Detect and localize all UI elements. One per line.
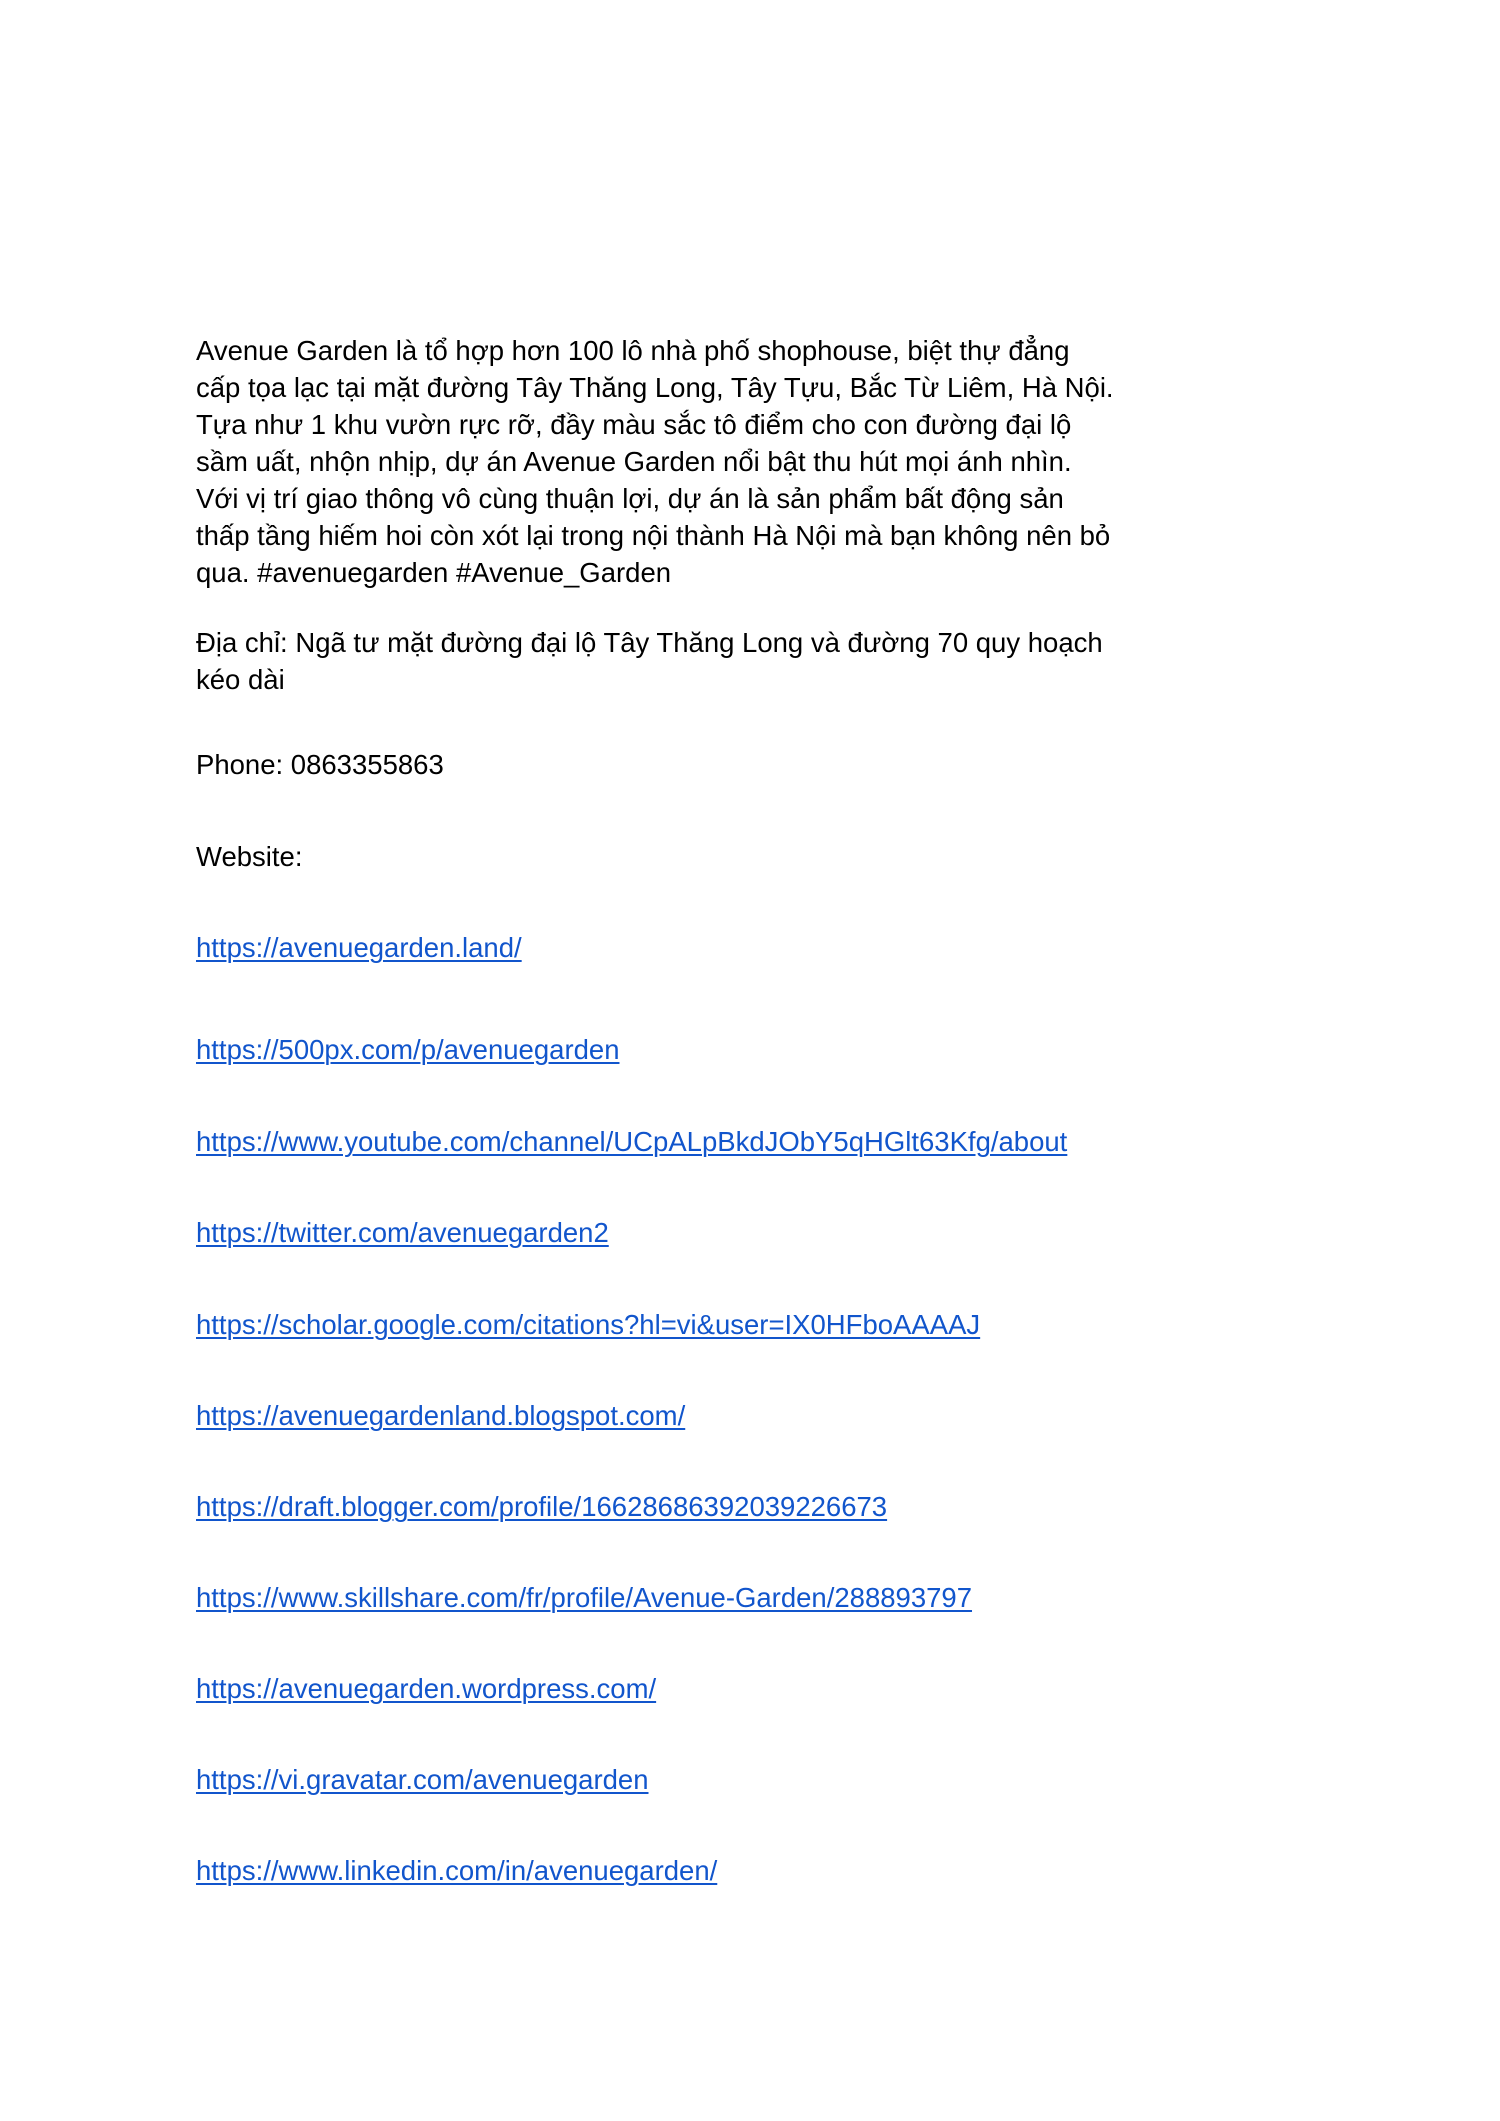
link-twitter[interactable]: https://twitter.com/avenuegarden2 (196, 1217, 609, 1248)
link-youtube[interactable]: https://www.youtube.com/channel/UCpALpBkdJObY5qHGlt63Kfg/about (196, 1126, 1068, 1157)
website-label: Website: (196, 841, 303, 872)
link-blogspot[interactable]: https://avenuegardenland.blogspot.com/ (196, 1400, 686, 1431)
address-paragraph: Địa chỉ: Ngã tư mặt đường đại lộ Tây Thăng Long và đường 70 quy hoạch kéo dài (196, 627, 1103, 695)
link-blogger-profile[interactable]: https://draft.blogger.com/profile/16628686392039226673 (196, 1491, 888, 1522)
link-google-scholar[interactable]: https://scholar.google.com/citations?hl=vi&user=IX0HFboAAAAJ (196, 1309, 981, 1340)
link-linkedin[interactable]: https://www.linkedin.com/in/avenuegarden/ (196, 1855, 718, 1886)
link-gravatar[interactable]: https://vi.gravatar.com/avenuegarden (196, 1764, 649, 1795)
link-avenuegarden-land[interactable]: https://avenuegarden.land/ (196, 932, 522, 963)
link-500px[interactable]: https://500px.com/p/avenuegarden (196, 1034, 620, 1065)
phone-line: Phone: 0863355863 (196, 749, 444, 780)
intro-paragraph: Avenue Garden là tổ hợp hơn 100 lô nhà phố shophouse, biệt thự đẳng cấp tọa lạc tại mặt đường Tây Thăng Long, Tây Tựu, Bắc Từ Liêm, Hà Nội. Tựa như 1 khu vườn rực rỡ, đầy màu sắc tô điểm cho con đường đại lộ sầm uất, nhộn nhịp, dự án Avenue Garden nổi bật thu hút mọi ánh nhìn. Với vị trí giao thông vô cùng thuận lợi, dự án là sản phẩm bất động sản thấp tầng hiếm hoi còn xót lại trong nội thành Hà Nội mà bạn không nên bỏ qua. #avenuegarden #Avenue_Garden (196, 335, 1114, 588)
link-skillshare[interactable]: https://www.skillshare.com/fr/profile/Avenue-Garden/288893797 (196, 1582, 973, 1613)
link-wordpress[interactable]: https://avenuegarden.wordpress.com/ (196, 1673, 657, 1704)
